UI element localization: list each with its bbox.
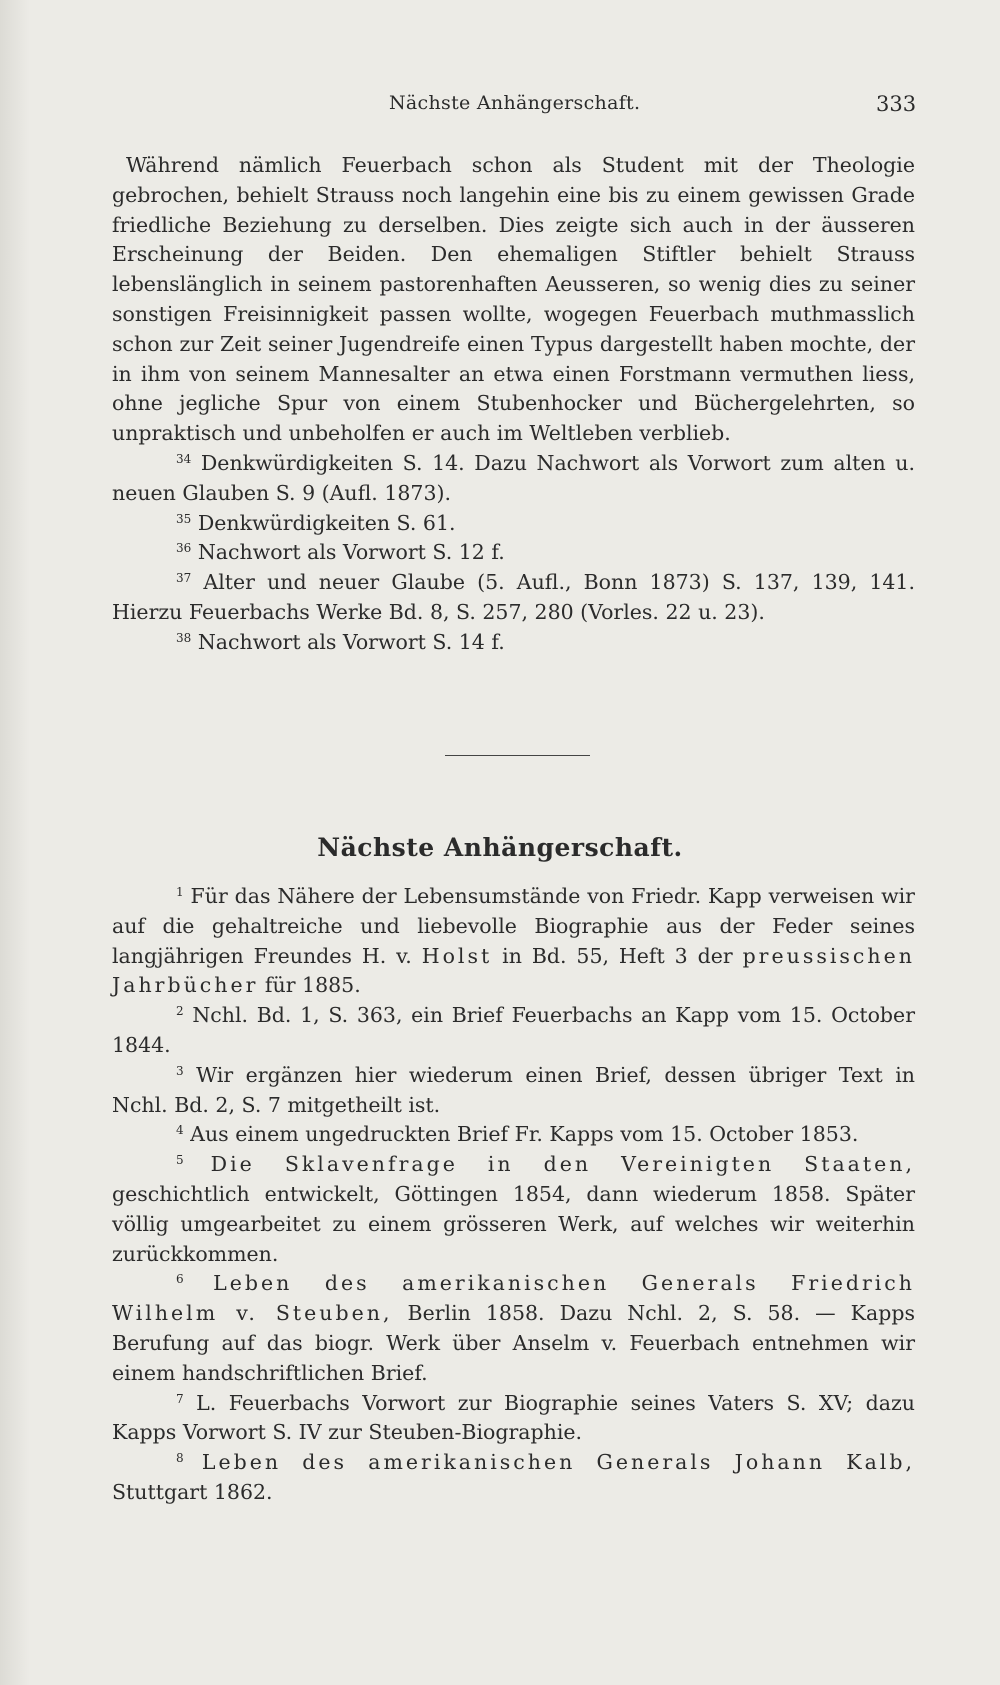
note-number: 3: [176, 1063, 184, 1078]
note-8: [112, 1448, 915, 1508]
note-text: Nchl. Bd. 1, S. 363, ein Brief Feuerbachs an Kapp vom 15. October 1844.: [112, 1003, 915, 1057]
note-6: [112, 1269, 915, 1388]
footnote-text: Denkwürdigkeiten S. 14. Dazu Nachwort als Vorwort zum alten u. neuen Glauben S. 9 (Aufl. 1873).: [112, 450, 915, 505]
footnote-text: Denkwürdigkeiten S. 61.: [197, 510, 456, 535]
note-spaced-title: preussischen Jahrbücher: [112, 943, 915, 998]
note-number: 7: [176, 1391, 184, 1406]
footnote-37: [112, 568, 915, 628]
note-7: [112, 1389, 915, 1449]
running-head: Nächste Anhängerschaft.: [389, 92, 641, 114]
footnote-text: Nachwort als Vorwort S. 12 f.: [197, 540, 505, 565]
note-4: [112, 1120, 915, 1150]
footnote-34: [112, 449, 915, 509]
note-number: 4: [176, 1123, 184, 1138]
note-text: L. Feuerbachs Vorwort zur Biographie seines Vaters S. XV; dazu Kapps Vorwort S. IV zur Steuben-Biographie.: [112, 1390, 915, 1445]
note-number: 5: [176, 1153, 184, 1168]
footnote-38: [112, 628, 915, 658]
note-number: 8: [176, 1451, 184, 1466]
note-text: für 1885.: [264, 973, 361, 998]
note-text: Berlin 1858. Dazu Nchl. 2, S. 58. — Kapps Berufung auf das biogr. Werk über Anselm v. Feuerbach entnehmen wir einem handschriftlichen Brief.: [112, 1301, 915, 1385]
note-text: in Bd. 55, Heft 3 der: [502, 943, 733, 968]
note-spaced-title: Die Sklavenfrage in den Vereinigten Staaten,: [210, 1152, 915, 1177]
note-number: 2: [176, 1004, 184, 1019]
footnote-number: 36: [176, 541, 192, 556]
note-spaced-name: Holst: [421, 943, 493, 968]
footnote-number: 34: [176, 451, 192, 466]
note-text: Für das Nähere der Lebensumstände von Friedr. Kapp verweisen wir auf die gehaltreiche und liebevolle Biographie aus der Feder seines langjährigen Freundes H. v.: [112, 884, 915, 968]
body-paragraph: Während nämlich Feuerbach schon als Student mit der Theologie gebrochen, behielt Strauss noch langehin eine bis zu einem gewissen Grade friedliche Beziehung zu derselben. Dies zeigte sich auch in der äusseren Erscheinung der Beiden. Den ehemaligen Stiftler behielt Strauss lebenslänglich in seinem pastorenhaften Aeusseren, so wenig dies zu seiner sonstigen Freisinnigkeit passen wollte, wogegen Feuerbach muthmasslich schon zur Zeit seiner Jugendreife einen Typus dargestellt haben mochte, der in ihm von seinem Mannesalter an etwa einen Forstmann vermuthen liess, ohne jegliche Spur von einem Stubenhocker und Büchergelehrten, so unpraktisch und unbeholfen er auch im Weltleben verblieb.: [112, 153, 915, 446]
note-5: [112, 1150, 915, 1269]
note-2: [112, 1001, 915, 1061]
footnote-text: Alter und neuer Glaube (5. Aufl., Bonn 1873) S. 137, 139, 141. Hierzu Feuerbachs Werke Bd. 8, S. 257, 280 (Vorles. 22 u. 23).: [112, 570, 915, 624]
note-text: Wir ergänzen hier wiederum einen Brief, dessen übriger Text in Nchl. Bd. 2, S. 7 mitgetheilt ist.: [112, 1062, 915, 1117]
note-spaced-title: Leben des amerikanischen Generals Johann Kalb,: [201, 1450, 915, 1475]
main-text-block: [112, 151, 915, 658]
footnote-text: Nachwort als Vorwort S. 14 f.: [197, 629, 505, 654]
note-spaced-title: Leben des amerikanischen Generals Friedrich Wilhelm v. Steuben,: [112, 1271, 915, 1326]
note-text: Aus einem ungedruckten Brief Fr. Kapps vom 15. October 1853.: [190, 1122, 859, 1147]
note-number: 1: [176, 885, 184, 899]
page-header: [0, 92, 1000, 124]
notes-block: [112, 882, 915, 1508]
page-number: 333: [876, 92, 917, 116]
note-text: Stuttgart 1862.: [112, 1479, 273, 1504]
footnote-number: 38: [176, 630, 192, 645]
footnote-number: 37: [176, 571, 192, 586]
footnote-number: 35: [176, 511, 192, 526]
note-text: geschichtlich entwickelt, Göttingen 1854, dann wiederum 1858. Später völlig umgearbeitet zu einem grösseren Werk, auf welches wir weiterhin zurückkommen.: [112, 1181, 915, 1266]
section-title: Nächste Anhängerschaft.: [317, 833, 683, 862]
footnote-36: [112, 538, 915, 568]
footnote-35: [112, 509, 915, 539]
note-3: [112, 1061, 915, 1121]
section-divider: [445, 755, 590, 756]
note-number: 6: [176, 1272, 184, 1287]
note-1: [112, 882, 915, 1001]
